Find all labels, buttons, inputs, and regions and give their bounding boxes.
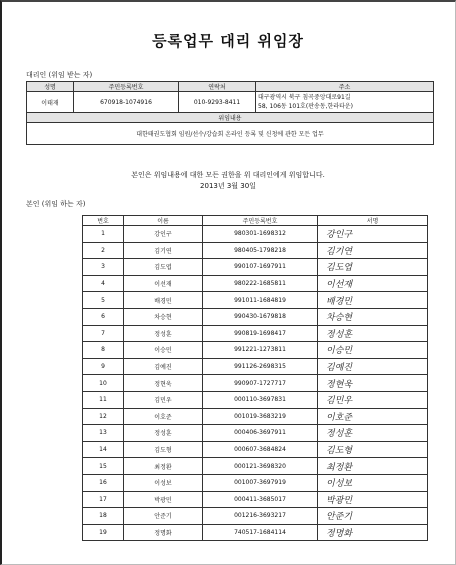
row-signature: 이선재 xyxy=(318,275,428,292)
row-signature: 박광민 xyxy=(318,491,428,508)
row-id-number: 000607-3684824 xyxy=(203,441,318,458)
mandate-header-row xyxy=(27,113,434,123)
row-name: 이선재 xyxy=(124,275,203,292)
row-id-number: 980301-1698312 xyxy=(203,226,318,243)
row-number: 9 xyxy=(83,358,124,375)
row-number: 14 xyxy=(83,441,124,458)
row-id-number: 001019-3683219 xyxy=(203,408,318,425)
principal-section-label: 본인 (위임 하는 자) xyxy=(26,200,86,208)
row-signature: 김도형 xyxy=(318,441,428,458)
principal-header-signature: 서명 xyxy=(318,216,428,226)
table-row xyxy=(83,325,428,342)
row-id-number: 991011-1684819 xyxy=(203,292,318,309)
row-signature: 김기연 xyxy=(318,242,428,259)
agent-address xyxy=(256,92,434,113)
row-number: 11 xyxy=(83,391,124,408)
table-row xyxy=(83,308,428,325)
row-name: 최정환 xyxy=(124,458,203,475)
row-signature: 배경민 xyxy=(318,292,428,309)
row-number: 3 xyxy=(83,259,124,276)
principal-header-row xyxy=(83,216,428,226)
agent-name: 이태재 xyxy=(27,92,74,113)
row-number: 1 xyxy=(83,226,124,243)
row-id-number: 000110-3697831 xyxy=(203,391,318,408)
row-name: 정성훈 xyxy=(124,425,203,442)
table-row xyxy=(83,508,428,525)
table-row xyxy=(83,259,428,276)
table-row xyxy=(83,425,428,442)
agent-address-line2: 58, 106동 101호(판송동,한라타운) xyxy=(258,103,354,110)
row-signature: 차승현 xyxy=(318,308,428,325)
row-number: 6 xyxy=(83,308,124,325)
row-name: 김도형 xyxy=(124,441,203,458)
row-name: 박광민 xyxy=(124,491,203,508)
mandate-content: 대한태권도협회 임원/선수/강습회 온라인 등록 및 신청에 관한 모든 업무 xyxy=(27,123,434,145)
row-signature: 안준기 xyxy=(318,508,428,525)
row-name: 정성훈 xyxy=(124,325,203,342)
row-id-number: 740517-1684114 xyxy=(203,524,318,541)
table-row xyxy=(83,491,428,508)
row-number: 17 xyxy=(83,491,124,508)
agent-value-row xyxy=(27,92,434,113)
agent-id-number: 670918-1074916 xyxy=(74,92,179,113)
table-row xyxy=(83,358,428,375)
table-row xyxy=(83,375,428,392)
row-id-number: 991221-1273811 xyxy=(203,342,318,359)
row-number: 5 xyxy=(83,292,124,309)
principal-table xyxy=(82,215,428,541)
row-name: 차승현 xyxy=(124,308,203,325)
row-id-number: 980222-1685811 xyxy=(203,275,318,292)
table-row xyxy=(83,275,428,292)
row-number: 7 xyxy=(83,325,124,342)
row-id-number: 001216-3693217 xyxy=(203,508,318,525)
delegation-statement: 본인은 위임내용에 대한 모든 권한을 위 대리인에게 위임합니다. xyxy=(131,171,325,179)
table-row xyxy=(83,342,428,359)
row-number: 2 xyxy=(83,242,124,259)
row-number: 19 xyxy=(83,524,124,541)
table-row xyxy=(83,292,428,309)
mandate-header: 위임내용 xyxy=(27,113,434,123)
row-name: 이호준 xyxy=(124,408,203,425)
mandate-content-row xyxy=(27,123,434,145)
principal-header-name: 이름 xyxy=(124,216,203,226)
row-name: 김도엽 xyxy=(124,259,203,276)
agent-header-name: 성명 xyxy=(27,82,74,92)
row-id-number: 990907-1727717 xyxy=(203,375,318,392)
row-name: 김기연 xyxy=(124,242,203,259)
row-number: 12 xyxy=(83,408,124,425)
row-signature: 이승민 xyxy=(318,342,428,359)
row-signature: 정성훈 xyxy=(318,325,428,342)
table-row xyxy=(83,242,428,259)
row-name: 배경민 xyxy=(124,292,203,309)
table-row xyxy=(83,226,428,243)
document-title: 등록업무 대리 위임장 xyxy=(152,32,304,50)
row-name: 김예진 xyxy=(124,358,203,375)
principal-rows xyxy=(83,226,428,541)
table-row xyxy=(83,408,428,425)
row-name: 정명화 xyxy=(124,524,203,541)
row-number: 8 xyxy=(83,342,124,359)
table-row xyxy=(83,441,428,458)
row-number: 18 xyxy=(83,508,124,525)
agent-header-address: 주소 xyxy=(256,82,434,92)
row-signature: 최정환 xyxy=(318,458,428,475)
row-name: 강인구 xyxy=(124,226,203,243)
row-number: 15 xyxy=(83,458,124,475)
row-signature: 정성훈 xyxy=(318,425,428,442)
agent-address-line1: 대구광역시 북구 침곡중앙대로91길 xyxy=(258,94,351,101)
agent-phone: 010-9293-8411 xyxy=(179,92,256,113)
row-number: 4 xyxy=(83,275,124,292)
agent-table xyxy=(26,81,434,145)
row-id-number: 000411-3685017 xyxy=(203,491,318,508)
row-signature: 정현욱 xyxy=(318,375,428,392)
agent-header-phone: 연락처 xyxy=(179,82,256,92)
row-signature: 정명화 xyxy=(318,524,428,541)
row-name: 이승민 xyxy=(124,342,203,359)
row-signature: 이호준 xyxy=(318,408,428,425)
row-id-number: 990430-1679818 xyxy=(203,308,318,325)
principal-header-id: 주민등록번호 xyxy=(203,216,318,226)
row-signature: 김예진 xyxy=(318,358,428,375)
row-signature: 이성보 xyxy=(318,474,428,491)
table-row xyxy=(83,391,428,408)
row-id-number: 980405-1798218 xyxy=(203,242,318,259)
row-id-number: 990107-1697911 xyxy=(203,259,318,276)
row-name: 안준기 xyxy=(124,508,203,525)
row-number: 16 xyxy=(83,474,124,491)
row-id-number: 990819-1698417 xyxy=(203,325,318,342)
statement-date: 2013년 3월 30일 xyxy=(200,182,256,190)
table-row xyxy=(83,524,428,541)
agent-header-id: 주민등록번호 xyxy=(74,82,179,92)
row-signature: 강인구 xyxy=(318,226,428,243)
row-signature: 김민우 xyxy=(318,391,428,408)
principal-header-number: 번호 xyxy=(83,216,124,226)
agent-header-row xyxy=(27,82,434,92)
row-number: 10 xyxy=(83,375,124,392)
table-row xyxy=(83,458,428,475)
row-id-number: 000406-3697911 xyxy=(203,425,318,442)
row-id-number: 000121-3698320 xyxy=(203,458,318,475)
table-row xyxy=(83,474,428,491)
row-name: 정현욱 xyxy=(124,375,203,392)
agent-section-label: 대리인 (위임 받는 자) xyxy=(26,71,93,79)
row-signature: 김도엽 xyxy=(318,259,428,276)
row-number: 13 xyxy=(83,425,124,442)
row-id-number: 001007-3697919 xyxy=(203,474,318,491)
row-name: 김민우 xyxy=(124,391,203,408)
row-name: 이성보 xyxy=(124,474,203,491)
row-id-number: 991126-2698315 xyxy=(203,358,318,375)
